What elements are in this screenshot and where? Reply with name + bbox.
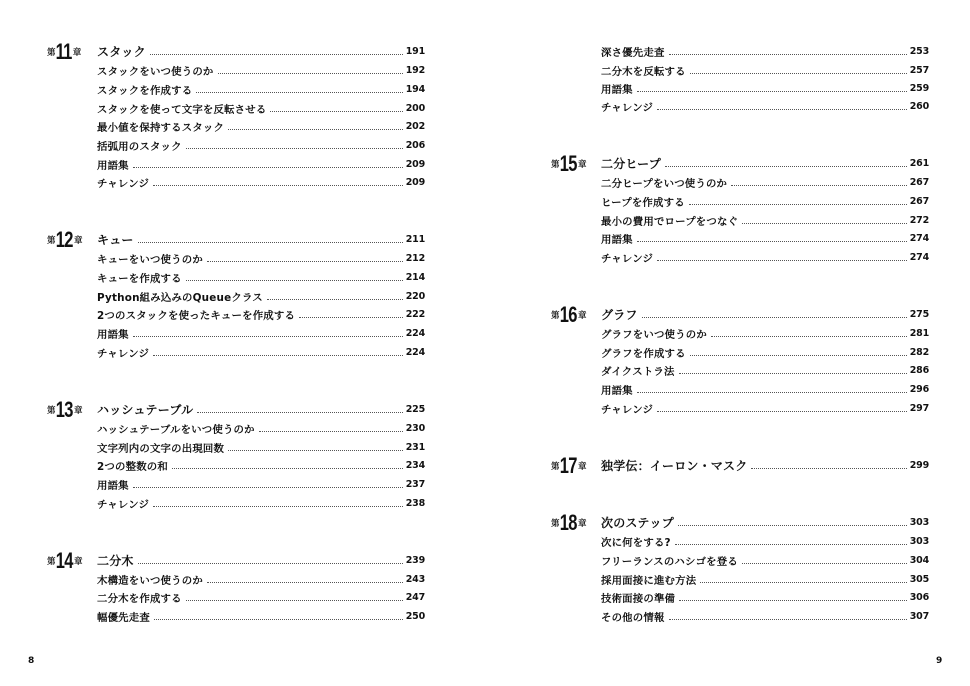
toc-chapter-18[interactable] bbox=[551, 509, 929, 535]
chapter-suffix: 章 bbox=[74, 556, 83, 567]
toc-section[interactable] bbox=[47, 287, 425, 306]
leader-dots bbox=[665, 166, 907, 167]
section-page: 260 bbox=[909, 101, 929, 112]
leader-dots bbox=[186, 148, 403, 149]
chapter-suffix: 章 bbox=[72, 47, 82, 58]
section-title: 用語集 bbox=[97, 160, 129, 172]
leader-dots bbox=[133, 167, 403, 168]
section-page: 224 bbox=[405, 347, 425, 358]
section-page: 305 bbox=[909, 574, 929, 585]
leader-dots bbox=[133, 487, 403, 488]
section-page: 238 bbox=[405, 498, 425, 509]
chapter-page: 299 bbox=[909, 460, 929, 471]
toc-section[interactable] bbox=[47, 117, 425, 136]
leader-dots bbox=[690, 355, 907, 356]
chapter-number: 17 bbox=[559, 452, 577, 478]
leader-dots bbox=[207, 582, 403, 583]
leader-dots bbox=[228, 450, 403, 451]
toc-section[interactable] bbox=[551, 211, 929, 230]
chapter-title: スタック bbox=[97, 45, 146, 59]
leader-dots bbox=[689, 204, 907, 205]
section-page: 237 bbox=[405, 479, 425, 490]
leader-dots bbox=[299, 317, 403, 318]
toc-section[interactable] bbox=[47, 249, 425, 268]
section-page: 231 bbox=[405, 442, 425, 453]
leader-dots bbox=[196, 92, 402, 93]
toc-section[interactable] bbox=[551, 399, 929, 418]
toc-chapter-13[interactable] bbox=[47, 396, 425, 422]
section-page: 212 bbox=[405, 253, 425, 264]
leader-dots bbox=[657, 260, 907, 261]
toc-section[interactable] bbox=[47, 494, 425, 513]
toc-section[interactable] bbox=[551, 42, 929, 61]
chapter-mark bbox=[551, 452, 601, 478]
chapter-mark bbox=[551, 509, 601, 535]
section-title: グラフをいつ使うのか bbox=[601, 329, 707, 341]
section-title: 最小の費用でロープをつなぐ bbox=[601, 216, 739, 228]
chapter-mark bbox=[551, 150, 601, 176]
section-page: 303 bbox=[909, 536, 929, 547]
chapter-prefix: 第 bbox=[47, 556, 56, 567]
chapter-prefix: 第 bbox=[551, 461, 560, 472]
chapter-number: 11 bbox=[55, 38, 72, 64]
section-title: 深さ優先走査 bbox=[601, 47, 665, 59]
chapter-title: グラフ bbox=[601, 308, 638, 322]
toc-section[interactable] bbox=[47, 61, 425, 80]
toc-section[interactable] bbox=[47, 80, 425, 99]
chapter-number: 12 bbox=[55, 226, 73, 252]
leader-dots bbox=[154, 619, 403, 620]
chapter-page: 191 bbox=[405, 46, 425, 57]
toc-section[interactable] bbox=[47, 324, 425, 343]
section-page: 304 bbox=[909, 555, 929, 566]
section-title: 用語集 bbox=[97, 480, 129, 492]
section-page: 234 bbox=[405, 460, 425, 471]
toc-chapter-12[interactable] bbox=[47, 226, 425, 252]
section-title: Python組み込みのQueueクラス bbox=[97, 292, 263, 304]
toc-section[interactable] bbox=[47, 305, 425, 324]
chapter-suffix: 章 bbox=[578, 461, 587, 472]
section-title: 二分木を反転する bbox=[601, 66, 686, 78]
section-title: スタックをいつ使うのか bbox=[97, 66, 214, 78]
toc-section[interactable] bbox=[551, 192, 929, 211]
chapter-page: 303 bbox=[909, 517, 929, 528]
chapter-mark bbox=[551, 301, 601, 327]
section-title: 木構造をいつ使うのか bbox=[97, 575, 203, 587]
toc-section[interactable] bbox=[47, 99, 425, 118]
leader-dots bbox=[669, 54, 907, 55]
section-page: 206 bbox=[405, 140, 425, 151]
toc-section[interactable] bbox=[47, 456, 425, 475]
section-title: 用語集 bbox=[601, 84, 633, 96]
leader-dots bbox=[153, 355, 403, 356]
toc-section[interactable] bbox=[551, 324, 929, 343]
leader-dots bbox=[751, 468, 906, 469]
section-page: 202 bbox=[405, 121, 425, 132]
section-page: 220 bbox=[405, 291, 425, 302]
toc-section[interactable] bbox=[551, 79, 929, 98]
section-page: 286 bbox=[909, 365, 929, 376]
leader-dots bbox=[657, 109, 907, 110]
section-title: 採用面接に進む方法 bbox=[601, 575, 697, 587]
section-title: 用語集 bbox=[601, 385, 633, 397]
chapter-title: 次のステップ bbox=[601, 516, 674, 530]
toc-section[interactable] bbox=[551, 380, 929, 399]
section-page: 209 bbox=[405, 177, 425, 188]
section-title: 文字列内の文字の出現回数 bbox=[97, 443, 225, 455]
section-title: スタックを使って文字を反転させる bbox=[97, 104, 267, 116]
section-page: 274 bbox=[909, 252, 929, 263]
section-title: キューを作成する bbox=[97, 273, 182, 285]
toc-chapter-17[interactable] bbox=[551, 452, 929, 478]
toc-section[interactable] bbox=[47, 343, 425, 362]
section-title: チャレンジ bbox=[601, 102, 654, 114]
section-title: 2つの整数の和 bbox=[97, 461, 168, 473]
section-title: 最小値を保持するスタック bbox=[97, 122, 225, 134]
section-page: 192 bbox=[405, 65, 425, 76]
leader-dots bbox=[669, 619, 907, 620]
leader-dots bbox=[138, 563, 403, 564]
leader-dots bbox=[267, 299, 403, 300]
section-title: 用語集 bbox=[97, 329, 129, 341]
leader-dots bbox=[690, 73, 907, 74]
section-page: 214 bbox=[405, 272, 425, 283]
chapter-prefix: 第 bbox=[551, 518, 560, 529]
section-page: 209 bbox=[405, 159, 425, 170]
section-title: ヒープを作成する bbox=[601, 197, 685, 209]
chapter-number: 18 bbox=[559, 509, 577, 535]
section-title: 幅優先走査 bbox=[97, 612, 150, 624]
section-title: キューをいつ使うのか bbox=[97, 254, 203, 266]
chapter-prefix: 第 bbox=[551, 310, 560, 321]
chapter-number: 13 bbox=[55, 396, 73, 422]
leader-dots bbox=[270, 111, 402, 112]
section-page: 247 bbox=[405, 592, 425, 603]
leader-dots bbox=[637, 91, 907, 92]
chapter-title: 独学伝：イーロン・マスク bbox=[601, 459, 748, 473]
page-number-right: 9 bbox=[936, 656, 943, 666]
leader-dots bbox=[675, 544, 907, 545]
section-page: 274 bbox=[909, 233, 929, 244]
chapter-suffix: 章 bbox=[74, 405, 83, 416]
section-page: 194 bbox=[405, 84, 425, 95]
chapter-suffix: 章 bbox=[578, 310, 587, 321]
section-title: グラフを作成する bbox=[601, 348, 686, 360]
chapter-title: キュー bbox=[97, 233, 134, 247]
leader-dots bbox=[186, 600, 403, 601]
leader-dots bbox=[637, 241, 907, 242]
leader-dots bbox=[197, 412, 402, 413]
section-page: 306 bbox=[909, 592, 929, 603]
section-title: 技術面接の準備 bbox=[601, 593, 676, 605]
chapter-title: 二分ヒープ bbox=[601, 157, 661, 171]
section-title: ダイクストラ法 bbox=[601, 366, 675, 378]
section-title: ハッシュテーブルをいつ使うのか bbox=[97, 424, 255, 436]
section-page: 272 bbox=[909, 215, 929, 226]
section-page: 282 bbox=[909, 347, 929, 358]
leader-dots bbox=[731, 185, 907, 186]
chapter-page: 239 bbox=[405, 555, 425, 566]
toc-chapter-14[interactable] bbox=[47, 547, 425, 573]
toc-chapter-15[interactable] bbox=[551, 150, 929, 176]
chapter-suffix: 章 bbox=[578, 518, 587, 529]
chapter-number: 16 bbox=[559, 301, 577, 327]
leader-dots bbox=[153, 506, 403, 507]
section-page: 267 bbox=[909, 177, 929, 188]
leader-dots bbox=[679, 600, 907, 601]
leader-dots bbox=[186, 280, 403, 281]
chapter-page: 211 bbox=[405, 234, 425, 245]
chapter-prefix: 第 bbox=[47, 47, 56, 58]
chapter-title: 二分木 bbox=[97, 554, 134, 568]
section-title: チャレンジ bbox=[97, 348, 150, 360]
toc-section[interactable] bbox=[551, 61, 929, 80]
leader-dots bbox=[742, 223, 907, 224]
leader-dots bbox=[153, 185, 403, 186]
toc-section[interactable] bbox=[47, 438, 425, 457]
section-title: 用語集 bbox=[601, 234, 633, 246]
toc-section[interactable] bbox=[551, 248, 929, 267]
chapter-prefix: 第 bbox=[551, 159, 560, 170]
section-title: チャレンジ bbox=[601, 404, 654, 416]
toc-section[interactable] bbox=[551, 343, 929, 362]
section-title: チャレンジ bbox=[601, 253, 654, 265]
toc-section[interactable] bbox=[47, 268, 425, 287]
chapter-suffix: 章 bbox=[74, 235, 83, 246]
toc-section[interactable] bbox=[551, 173, 929, 192]
leader-dots bbox=[637, 392, 907, 393]
toc-chapter-16[interactable] bbox=[551, 301, 929, 327]
toc-section[interactable] bbox=[551, 532, 929, 551]
chapter-page: 225 bbox=[405, 404, 425, 415]
toc-section[interactable] bbox=[551, 229, 929, 248]
chapter-mark bbox=[47, 547, 97, 573]
leader-dots bbox=[172, 468, 403, 469]
toc-section[interactable] bbox=[551, 97, 929, 116]
section-title: フリーランスのハシゴを登る bbox=[601, 556, 738, 568]
section-title: 括弧用のスタック bbox=[97, 141, 182, 153]
section-title: 2つのスタックを使ったキューを作成する bbox=[97, 310, 296, 322]
leader-dots bbox=[150, 54, 403, 55]
leader-dots bbox=[711, 336, 907, 337]
chapter-page: 261 bbox=[909, 158, 929, 169]
toc-section[interactable] bbox=[47, 570, 425, 589]
section-page: 296 bbox=[909, 384, 929, 395]
section-page: 230 bbox=[405, 423, 425, 434]
section-page: 243 bbox=[405, 574, 425, 585]
leader-dots bbox=[207, 261, 403, 262]
leader-dots bbox=[218, 73, 403, 74]
right-page bbox=[485, 0, 970, 686]
leader-dots bbox=[259, 431, 403, 432]
section-page: 200 bbox=[405, 103, 425, 114]
section-title: 次に何をする? bbox=[601, 537, 671, 549]
toc-section[interactable] bbox=[47, 607, 425, 626]
chapter-prefix: 第 bbox=[47, 235, 56, 246]
chapter-prefix: 第 bbox=[47, 405, 56, 416]
toc-section[interactable] bbox=[551, 361, 929, 380]
section-page: 222 bbox=[405, 309, 425, 320]
section-title: スタックを作成する bbox=[97, 85, 193, 97]
section-page: 253 bbox=[909, 46, 929, 57]
section-page: 250 bbox=[405, 611, 425, 622]
toc-section[interactable] bbox=[47, 419, 425, 438]
leader-dots bbox=[700, 582, 906, 583]
chapter-mark bbox=[47, 396, 97, 422]
leader-dots bbox=[742, 563, 907, 564]
page-number-left: 8 bbox=[28, 656, 35, 666]
toc-section[interactable] bbox=[47, 136, 425, 155]
leader-dots bbox=[228, 129, 403, 130]
leader-dots bbox=[657, 411, 907, 412]
section-page: 257 bbox=[909, 65, 929, 76]
section-title: チャレンジ bbox=[97, 499, 150, 511]
leader-dots bbox=[133, 336, 403, 337]
chapter-page: 275 bbox=[909, 309, 929, 320]
section-page: 307 bbox=[909, 611, 929, 622]
toc-chapter-11[interactable] bbox=[47, 38, 425, 64]
section-title: その他の情報 bbox=[601, 612, 665, 624]
toc-section[interactable] bbox=[551, 588, 929, 607]
toc-section[interactable] bbox=[47, 155, 425, 174]
section-page: 267 bbox=[909, 196, 929, 207]
toc-section[interactable] bbox=[47, 588, 425, 607]
leader-dots bbox=[138, 242, 403, 243]
chapter-mark bbox=[47, 226, 97, 252]
section-title: 二分ヒープをいつ使うのか bbox=[601, 178, 728, 190]
toc-section[interactable] bbox=[47, 173, 425, 192]
chapter-title: ハッシュテーブル bbox=[97, 403, 194, 417]
toc-section[interactable] bbox=[551, 570, 929, 589]
section-page: 281 bbox=[909, 328, 929, 339]
chapter-number: 15 bbox=[559, 150, 577, 176]
leader-dots bbox=[678, 525, 907, 526]
toc-section[interactable] bbox=[551, 551, 929, 570]
section-title: 二分木を作成する bbox=[97, 593, 182, 605]
leader-dots bbox=[679, 373, 907, 374]
toc-section[interactable] bbox=[551, 607, 929, 626]
toc-section[interactable] bbox=[47, 475, 425, 494]
chapter-suffix: 章 bbox=[578, 159, 587, 170]
section-title: チャレンジ bbox=[97, 178, 150, 190]
chapter-number: 14 bbox=[55, 547, 73, 573]
section-page: 297 bbox=[909, 403, 929, 414]
leader-dots bbox=[642, 317, 907, 318]
section-page: 224 bbox=[405, 328, 425, 339]
section-page: 259 bbox=[909, 83, 929, 94]
chapter-mark bbox=[47, 38, 97, 64]
